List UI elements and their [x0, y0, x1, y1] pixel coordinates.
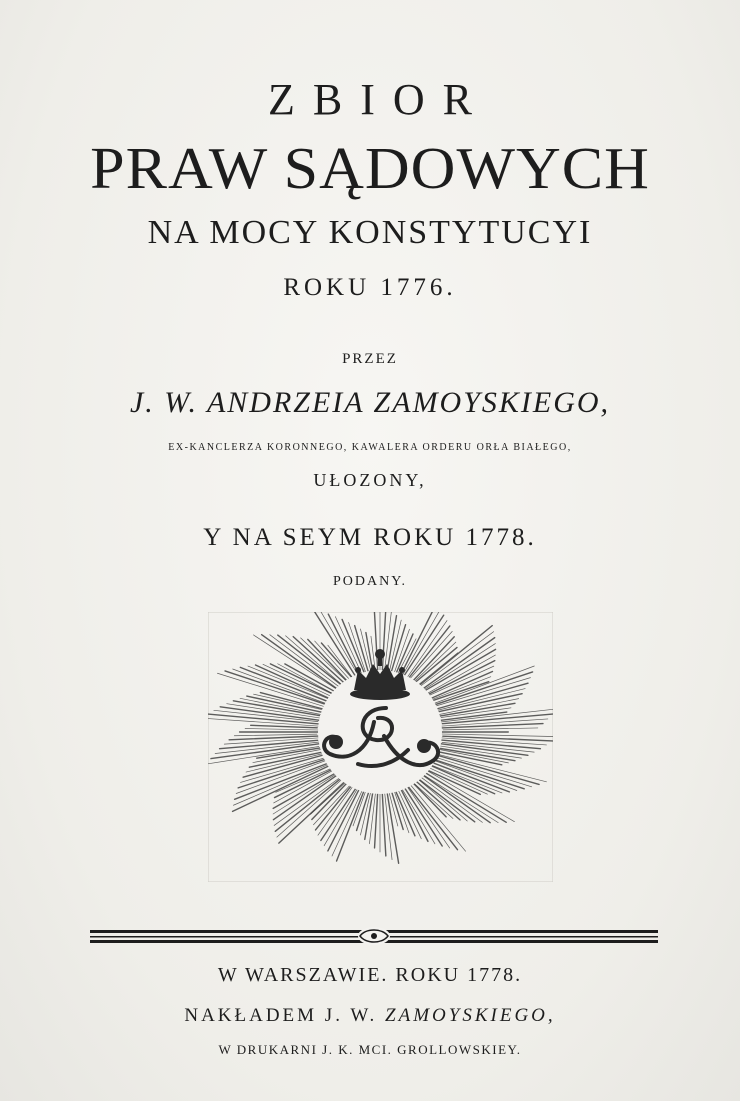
title-line-sub: NA MOCY KONSTYTUCYI — [147, 214, 593, 251]
imprint-place-year: W WARSZAWIE. ROKU 1778. — [217, 964, 523, 986]
title-line-main: PRAW SĄDOWYCH — [90, 136, 650, 202]
ulozony-label: UŁOZONY, — [313, 470, 427, 490]
crowned-monogram-sunburst-icon — [208, 612, 553, 882]
title-year-line: ROKU 1776. — [283, 274, 457, 301]
przez-label: PRZEZ — [342, 351, 398, 367]
imprint-publisher-prefix: NAKŁADEM J. W. — [184, 1005, 378, 1026]
podany-label: PODANY. — [332, 574, 408, 589]
rule-ornament-icon — [358, 927, 390, 945]
imprint-publisher — [0, 1006, 740, 1025]
ornamental-rule — [90, 924, 658, 948]
author-name: J. W. ANDRZEIA ZAMOYSKIEGO, — [129, 386, 611, 419]
seym-line: Y NA SEYM ROKU 1778. — [203, 524, 537, 551]
title-line-zbior: ZBIOR — [268, 75, 490, 124]
imprint-printer: W DRUKARNI J. K. MCI. GROLLOWSKIEY. — [218, 1042, 522, 1057]
imprint-publisher-name: ZAMOYSKIEGO, — [385, 1005, 556, 1026]
crown-icon — [350, 649, 410, 700]
author-titles: EX-KANCLERZA KORONNEGO, KAWALERA ORDERU ORŁA BIAŁEGO, — [168, 442, 572, 453]
